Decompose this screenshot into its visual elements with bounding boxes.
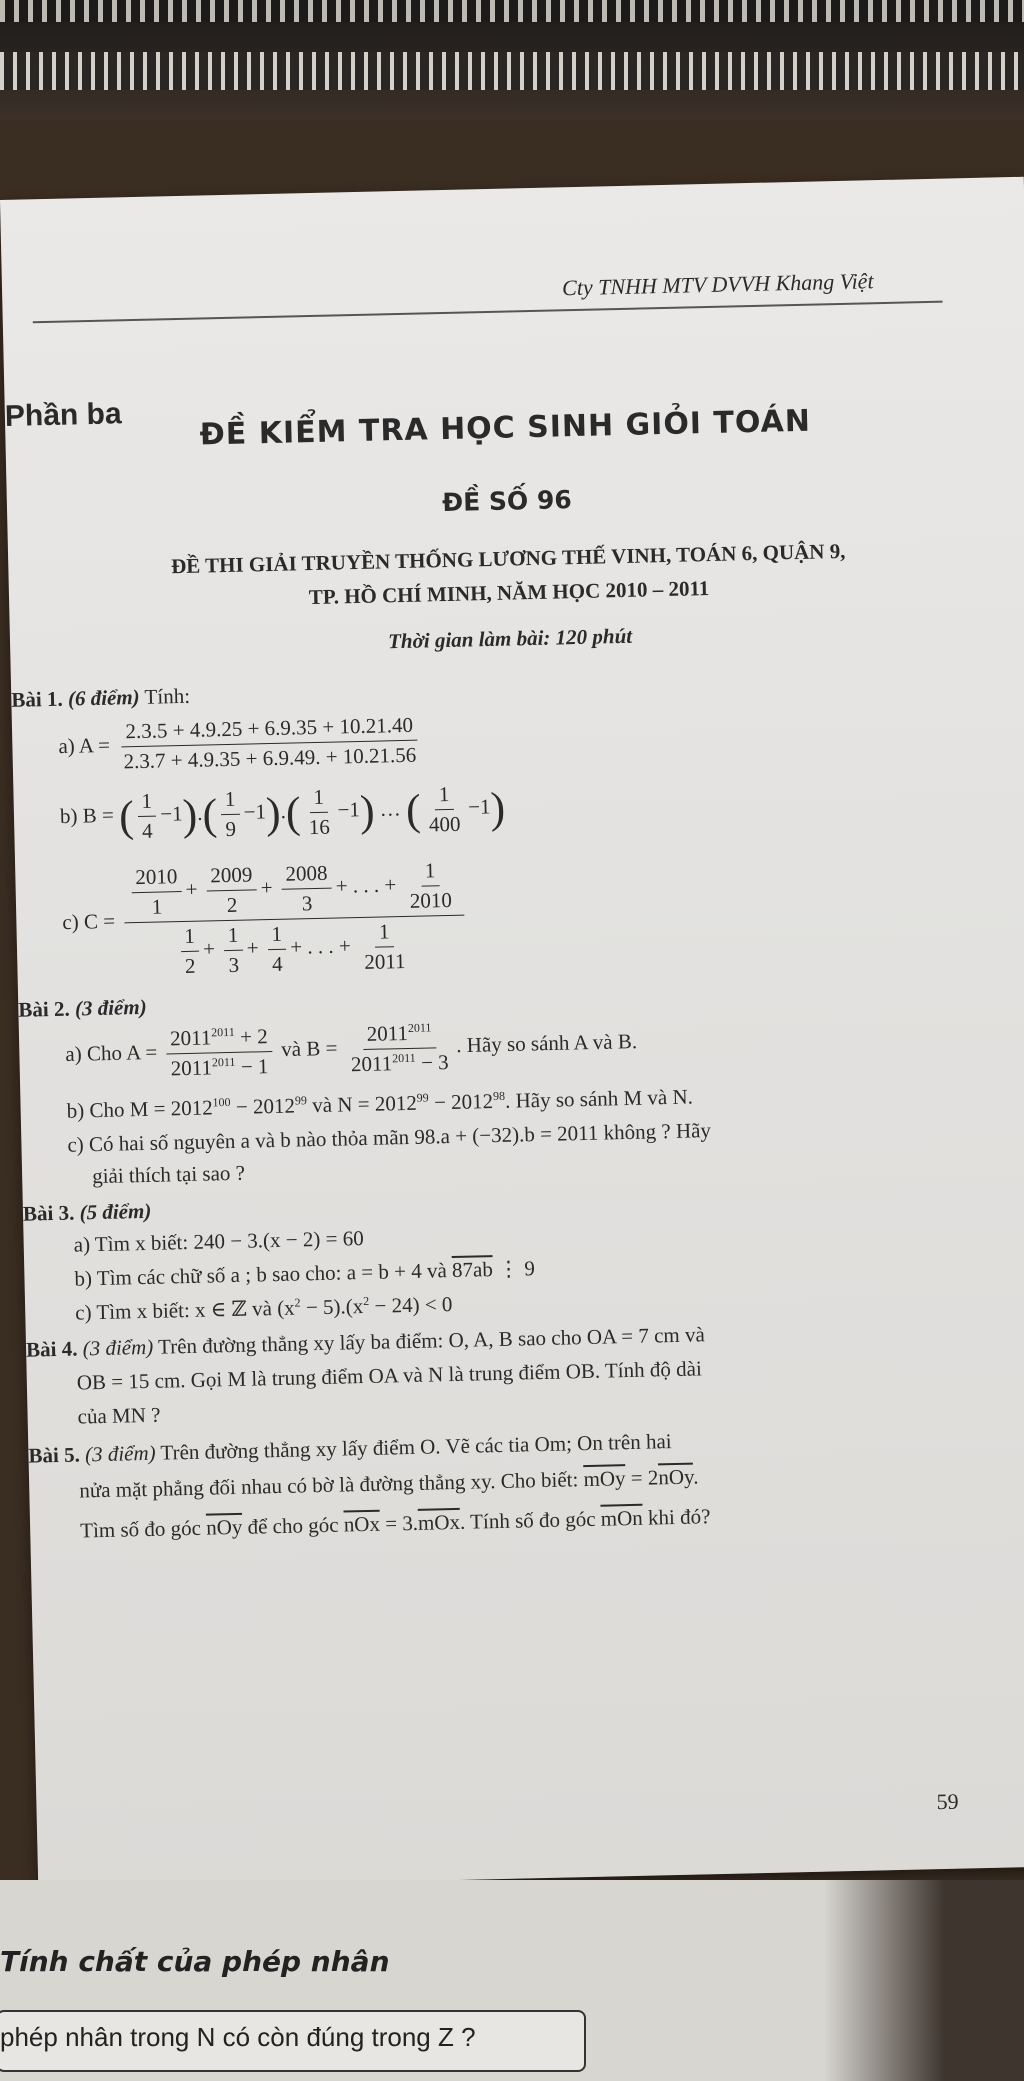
paren-open: ( bbox=[201, 789, 218, 840]
num: 1 bbox=[309, 785, 328, 813]
exp: 2011 bbox=[211, 1024, 235, 1040]
exp: 2011 bbox=[391, 1050, 416, 1066]
term bbox=[267, 922, 287, 977]
num: 1 bbox=[137, 789, 156, 817]
problem-1-points: (6 điểm) bbox=[67, 684, 140, 711]
den bbox=[347, 1048, 453, 1077]
plus-dots: + . . . + bbox=[289, 933, 351, 959]
problem-1a-fraction bbox=[119, 713, 421, 775]
paren-open: ( bbox=[285, 787, 302, 838]
angle-mOn: $\overline{mOn}$ bbox=[600, 1505, 644, 1531]
publisher-header: Cty TNHH MTV DVVH Khang Việt bbox=[561, 268, 874, 301]
minus-one: −1 bbox=[243, 799, 267, 824]
problem-4-line1 bbox=[26, 1322, 705, 1362]
paren-close: ) bbox=[182, 790, 198, 840]
problem-5-label: Bài 5. bbox=[28, 1442, 81, 1468]
part-label: Phần ba bbox=[4, 397, 122, 433]
ellipsis: … bbox=[379, 796, 401, 821]
problem-1b-label: b) B = bbox=[59, 802, 115, 829]
den: 2010 bbox=[409, 887, 453, 913]
problem-4-line2: OB = 15 cm. Gọi M là trung điểm OA và N là trung điểm OB. Tính độ dài bbox=[76, 1356, 703, 1395]
num bbox=[166, 1024, 272, 1054]
problem-5-text: Trên đường thẳng xy lấy điểm O. Vẽ các tia Om; On trên hai bbox=[160, 1429, 672, 1465]
problem-1c-fraction bbox=[123, 858, 465, 981]
num: 1 bbox=[435, 782, 454, 810]
plus: + bbox=[185, 877, 198, 902]
term bbox=[206, 862, 257, 918]
problem-1-task: Tính: bbox=[144, 683, 191, 709]
den: 2 bbox=[226, 892, 238, 918]
fraction-denominator: 2.3.7 + 4.9.35 + 6.9.49. + 10.21.56 bbox=[123, 742, 417, 774]
problem-1-label: Bài 1. bbox=[11, 686, 63, 712]
term bbox=[359, 919, 409, 975]
angle-nOy: $\overline{nOy}$ bbox=[205, 1514, 243, 1540]
paren-open: ( bbox=[405, 785, 422, 835]
angle-mOy: $\overline{mOy}$ bbox=[583, 1466, 626, 1492]
page-number: 59 bbox=[936, 1788, 959, 1815]
t4: − 2012 bbox=[428, 1089, 494, 1115]
term bbox=[224, 923, 244, 978]
exp: 2011 bbox=[211, 1054, 236, 1070]
tail: − 1 bbox=[235, 1054, 269, 1079]
t1: b) Cho M = 2012 bbox=[66, 1095, 213, 1123]
num: 2008 bbox=[281, 861, 332, 890]
angle-nOy: $\overline{nOy}$ bbox=[658, 1464, 694, 1490]
time-limit: Thời gian làm bài: 120 phút bbox=[387, 623, 633, 654]
exp: 2011 bbox=[407, 1020, 432, 1035]
plus: + bbox=[202, 936, 216, 961]
problem-3-label: Bài 3. bbox=[22, 1200, 75, 1226]
den bbox=[166, 1052, 272, 1081]
base: 2011 bbox=[366, 1020, 409, 1046]
header-rule bbox=[33, 301, 943, 324]
frac-1-4 bbox=[137, 789, 157, 844]
num: 1 bbox=[221, 787, 240, 815]
base: 2011 bbox=[169, 1025, 212, 1051]
frac-1-400 bbox=[424, 782, 465, 838]
next-page-question: phép nhân trong N có còn đúng trong Z ? bbox=[0, 2022, 476, 2052]
problem-5-line3 bbox=[80, 1504, 711, 1543]
problem-1b: b) B = ( $\frac{1}{4}$ −1).( $\frac{1}{9}$ −1).( $\frac{1}{16}$ −1) … ( $\frac{1}{400}$ −1) bbox=[59, 781, 506, 843]
contest-line-1: ĐỀ THI GIẢI TRUYỀN THỐNG LƯƠNG THẾ VINH, TOÁN 6, QUẬN 9, bbox=[170, 538, 846, 579]
plus: + bbox=[260, 875, 273, 900]
minus-one: −1 bbox=[159, 801, 183, 826]
binding-teeth bbox=[0, 0, 1024, 22]
paren-open: ( bbox=[118, 791, 135, 841]
fraction-a bbox=[166, 1024, 273, 1081]
tail: + 2 bbox=[234, 1024, 268, 1049]
den: 2 bbox=[184, 953, 196, 978]
problem-5-line1 bbox=[28, 1429, 672, 1469]
paren-close: ) bbox=[265, 788, 282, 838]
den: 16 bbox=[308, 814, 331, 840]
problem-1c-label: c) C = bbox=[62, 908, 116, 935]
problem-4-points: (3 điểm) bbox=[82, 1334, 154, 1361]
problem-4-label: Bài 4. bbox=[25, 1336, 78, 1362]
problem-5-points: (3 điểm) bbox=[84, 1440, 156, 1467]
binding-rings bbox=[0, 52, 1024, 90]
den: 9 bbox=[225, 816, 237, 842]
t2: − 2012 bbox=[230, 1093, 296, 1119]
problem-2a-label: a) Cho A = bbox=[65, 1039, 158, 1067]
angle-mOx: $\overline{mOx}$ bbox=[417, 1509, 461, 1535]
contest-line-2: TP. HỒ CHÍ MINH, NĂM HỌC 2010 – 2011 bbox=[308, 576, 710, 610]
problem-3-heading bbox=[23, 1199, 152, 1227]
problem-3c bbox=[75, 1292, 453, 1326]
problem-2c-line2: giải thích tại sao ? bbox=[91, 1160, 246, 1189]
problem-2c-line1: c) Có hai số nguyên a và b nào thỏa mãn 98.a + (−32).b = 2011 không ? Hãy bbox=[67, 1118, 712, 1157]
plus-dots: + . . . + bbox=[335, 872, 397, 898]
fraction-numerator: 2.3.5 + 4.9.25 + 6.9.35 + 10.21.40 bbox=[121, 713, 417, 748]
problem-1a-label: a) A = bbox=[58, 732, 111, 759]
next-page-heading: Tính chất của phép nhân bbox=[0, 1945, 390, 1978]
problem-1-heading bbox=[11, 684, 190, 713]
angle-nOx: $\overline{nOx}$ bbox=[343, 1511, 381, 1537]
end: . bbox=[692, 1464, 699, 1489]
num: 1 bbox=[224, 923, 243, 951]
term bbox=[405, 858, 456, 914]
problem-2-label: Bài 2. bbox=[18, 996, 70, 1022]
t5: . Hãy so sánh M và N. bbox=[504, 1084, 694, 1113]
problem-2-heading bbox=[18, 995, 147, 1023]
den: 3 bbox=[301, 891, 313, 916]
term bbox=[180, 924, 200, 979]
num: 1 bbox=[421, 858, 440, 886]
t: Tìm số đo góc bbox=[79, 1515, 202, 1543]
num: 1 bbox=[267, 922, 286, 950]
problem-2-points: (3 điểm) bbox=[74, 994, 147, 1021]
num bbox=[362, 1020, 435, 1050]
frac-1-16 bbox=[304, 785, 334, 841]
problem-4-text: Trên đường thẳng xy lấy ba điểm: O, A, B sao cho OA = 7 cm và bbox=[157, 1322, 706, 1359]
e2: 99 bbox=[294, 1093, 308, 1108]
num: 1 bbox=[375, 919, 394, 947]
c1: c) Tìm x biết: x ∈ ℤ và (x bbox=[74, 1295, 295, 1325]
tail: − 3 bbox=[415, 1050, 449, 1075]
t: nửa mặt phẳng đối nhau có bờ là đường thẳng xy. Cho biết: bbox=[79, 1467, 579, 1503]
den: 4 bbox=[271, 951, 283, 977]
den: 1 bbox=[151, 894, 163, 919]
problem-3a: a) Tìm x biết: 240 − 3.(x − 2) = 60 bbox=[73, 1226, 364, 1257]
minus-one: −1 bbox=[337, 797, 361, 822]
num: 1 bbox=[180, 924, 199, 952]
frac-1-9 bbox=[221, 787, 241, 842]
s2: 2 bbox=[362, 1293, 370, 1309]
problem-2a bbox=[65, 1016, 638, 1084]
paren-close: ) bbox=[489, 783, 506, 833]
e1: 100 bbox=[212, 1095, 231, 1110]
page-shadow bbox=[824, 1880, 1024, 2081]
fraction-b bbox=[346, 1020, 453, 1077]
book-page bbox=[0, 177, 1024, 1890]
s1: 2 bbox=[294, 1295, 301, 1310]
den: 3 bbox=[228, 952, 240, 978]
notebook-binding bbox=[0, 0, 1024, 120]
problem-3-points: (5 điểm) bbox=[79, 1198, 152, 1225]
m2: = 3. bbox=[379, 1510, 419, 1536]
page-title: ĐỀ KIỂM TRA HỌC SINH GIỎI TOÁN bbox=[199, 403, 812, 453]
problem-4-line3: của MN ? bbox=[77, 1402, 161, 1429]
term bbox=[281, 861, 332, 917]
m3: . Tính số đo góc bbox=[459, 1506, 596, 1534]
problem-3b-text: b) Tìm các chữ số a ; b sao cho: a = b + 4 và bbox=[74, 1258, 448, 1291]
eq: = 2 bbox=[625, 1465, 659, 1491]
problem-3b bbox=[74, 1256, 535, 1291]
problem-2b bbox=[66, 1085, 693, 1124]
num: 2010 bbox=[131, 864, 182, 893]
term bbox=[131, 864, 182, 920]
paren-close: ) bbox=[359, 786, 376, 836]
big-denominator bbox=[172, 917, 418, 980]
c3: − 24) < 0 bbox=[368, 1292, 453, 1318]
den: 2011 bbox=[364, 948, 406, 974]
end: khi đó? bbox=[647, 1504, 711, 1530]
problem-1c bbox=[61, 858, 469, 982]
problem-3b-tail: ⋮ 9 bbox=[492, 1256, 536, 1282]
exam-number: ĐỀ SỐ 96 bbox=[441, 485, 573, 518]
minus-one: −1 bbox=[467, 794, 491, 819]
c2: − 5).(x bbox=[300, 1294, 364, 1320]
and-b: và B = bbox=[280, 1035, 338, 1062]
num: 2009 bbox=[206, 862, 257, 891]
t3: và N = 2012 bbox=[306, 1090, 418, 1118]
problem-3b-number: 87ab bbox=[451, 1257, 494, 1283]
m: để cho góc bbox=[247, 1512, 339, 1539]
e4: 98 bbox=[492, 1088, 506, 1104]
problem-5-line2 bbox=[79, 1464, 699, 1503]
problem-1a bbox=[58, 713, 425, 776]
base: 2011 bbox=[170, 1055, 213, 1081]
e3: 99 bbox=[416, 1090, 429, 1105]
den: 4 bbox=[141, 818, 153, 843]
plus: + bbox=[246, 935, 259, 960]
big-numerator bbox=[123, 858, 464, 924]
problem-2a-tail: . Hãy so sánh A và B. bbox=[455, 1029, 638, 1058]
den: 400 bbox=[428, 811, 461, 837]
base: 2011 bbox=[350, 1051, 393, 1077]
